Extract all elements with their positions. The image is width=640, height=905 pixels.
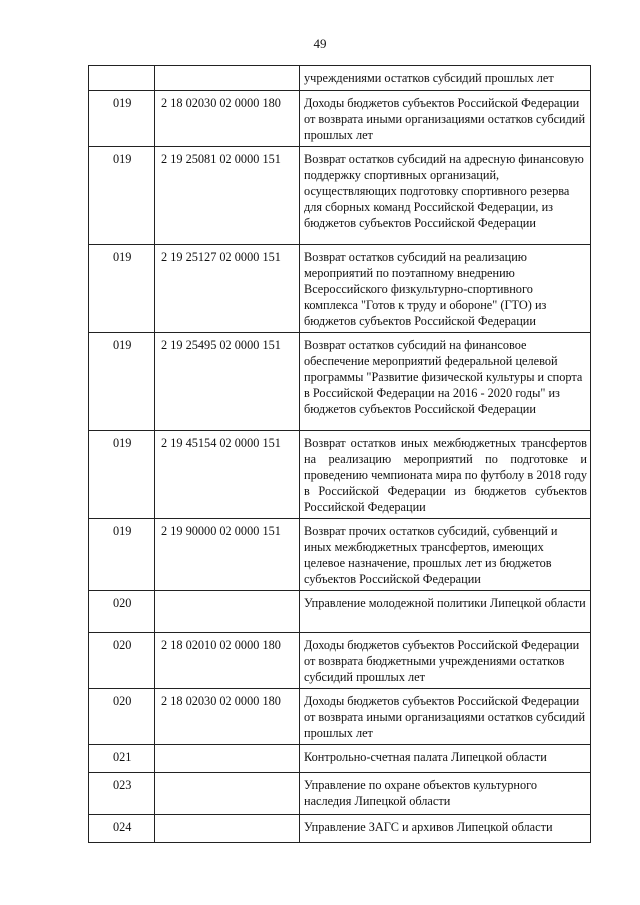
table-row [89,519,591,591]
revenue-code-cell: 2 18 02030 02 0000 180 [155,689,300,745]
admin-code-cell: 019 [89,519,155,591]
admin-code-cell: 024 [89,815,155,843]
revenue-name-cell: Управление молодежной политики Липецкой области [300,591,591,633]
revenue-name-cell: Возврат остатков иных межбюджетных трансфертов на реализацию мероприятий по подготовке и проведению чемпионата мира по футболу в 2018 году в Российской Федерации из бюджетов субъектов Российской Федерации [300,431,591,519]
revenue-name-cell: Возврат прочих остатков субсидий, субвенций и иных межбюджетных трансфертов, имеющих целевое назначение, прошлых лет из бюджетов субъектов Российской Федерации [300,519,591,591]
revenue-code-cell: 2 19 45154 02 0000 151 [155,431,300,519]
revenue-name-cell: Возврат остатков субсидий на финансовое обеспечение мероприятий федеральной целевой программы "Развитие физической культуры и спорта в Российской Федерации на 2016 - 2020 годы" из бюджетов субъектов Российской Федерации [300,333,591,431]
table-row [89,91,591,147]
revenue-name-cell: Управление по охране объектов культурного наследия Липецкой области [300,773,591,815]
table-row [89,773,591,815]
admin-code-cell: 020 [89,633,155,689]
revenue-code-cell: 2 19 90000 02 0000 151 [155,519,300,591]
admin-code-cell: 020 [89,689,155,745]
table-row [89,745,591,773]
revenue-code-cell: 2 18 02010 02 0000 180 [155,633,300,689]
table-row [89,591,591,633]
revenue-code-cell: 2 18 02030 02 0000 180 [155,91,300,147]
admin-code-cell: 019 [89,91,155,147]
table-row [89,147,591,245]
admin-code-cell: 019 [89,245,155,333]
table-row [89,815,591,843]
admin-code-cell: 020 [89,591,155,633]
admin-code-cell: 019 [89,333,155,431]
revenue-code-cell: 2 19 25495 02 0000 151 [155,333,300,431]
admin-code-cell: 023 [89,773,155,815]
budget-codes-table [88,65,591,843]
revenue-code-cell [155,815,300,843]
revenue-code-cell: 2 19 25127 02 0000 151 [155,245,300,333]
admin-code-cell [89,66,155,91]
revenue-code-cell [155,773,300,815]
table-row [89,333,591,431]
admin-code-cell: 019 [89,147,155,245]
admin-code-cell: 019 [89,431,155,519]
revenue-name-cell: Доходы бюджетов субъектов Российской Федерации от возврата иными организациями остатков субсидий прошлых лет [300,91,591,147]
revenue-name-cell: Доходы бюджетов субъектов Российской Федерации от возврата иными организациями остатков субсидий прошлых лет [300,689,591,745]
table-row [89,689,591,745]
revenue-name-cell: Доходы бюджетов субъектов Российской Федерации от возврата бюджетными учреждениями остатков субсидий прошлых лет [300,633,591,689]
page-number: 49 [313,36,327,51]
table-row [89,66,591,91]
revenue-code-cell [155,745,300,773]
revenue-code-cell: 2 19 25081 02 0000 151 [155,147,300,245]
revenue-code-cell [155,591,300,633]
revenue-name-cell: Контрольно-счетная палата Липецкой области [300,745,591,773]
revenue-name-cell: Управление ЗАГС и архивов Липецкой области [300,815,591,843]
revenue-code-cell [155,66,300,91]
table-row [89,245,591,333]
admin-code-cell: 021 [89,745,155,773]
revenue-name-cell: учреждениями остатков субсидий прошлых лет [300,66,591,91]
table-row [89,431,591,519]
revenue-name-cell: Возврат остатков субсидий на адресную финансовую поддержку спортивных организаций, осуществляющих подготовку спортивного резерва для сборных команд Российской Федерации, из бюджетов субъектов Российской Федерации [300,147,591,245]
revenue-name-cell: Возврат остатков субсидий на реализацию мероприятий по поэтапному внедрению Всероссийского физкультурно-спортивного комплекса "Готов к труду и обороне" (ГТО) из бюджетов субъектов Российской Федерации [300,245,591,333]
table-row [89,633,591,689]
